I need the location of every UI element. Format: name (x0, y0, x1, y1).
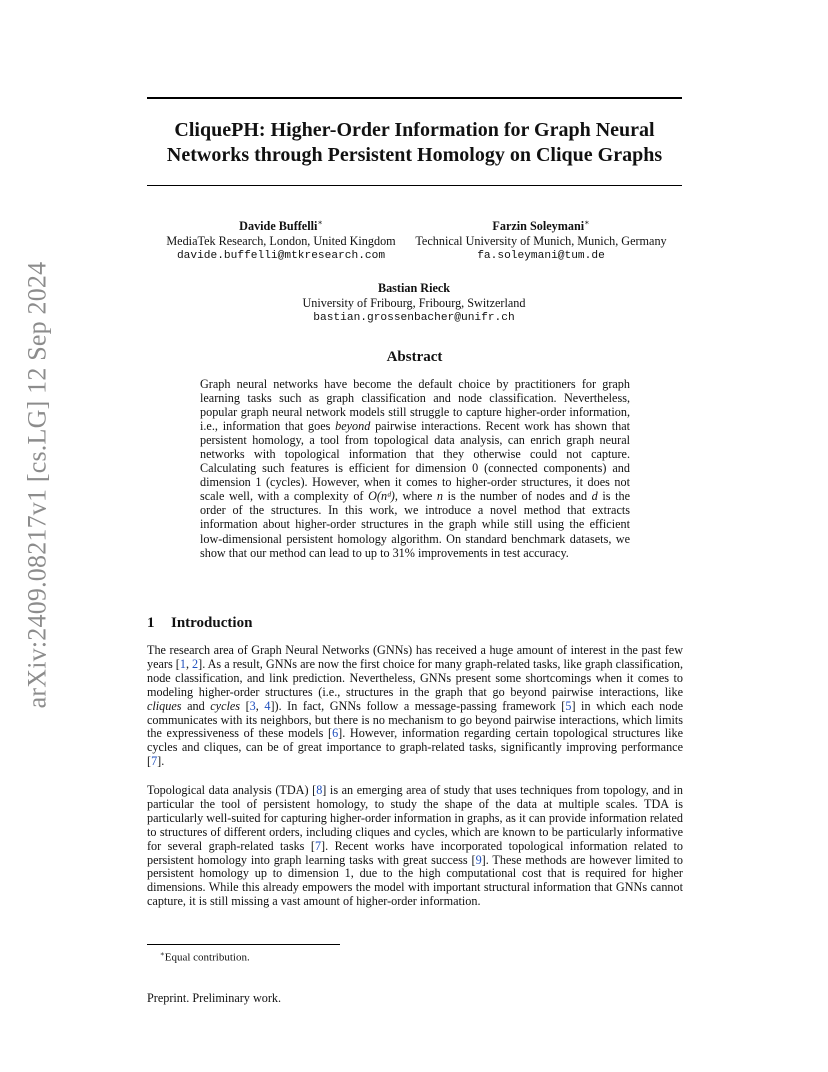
author-affiliation: MediaTek Research, London, United Kingdom (166, 234, 396, 249)
abstract-body: Graph neural networks have become the default choice by practitioners for graph learning tasks such as graph classification and node classification. Nevertheless, popular graph neural network models still struggle to capture higher-order information, i.e., information that goes beyond pairwise interactions. Recent work has shown that persistent homology, a tool from topological data analysis, can enrich graph neural networks with topological information that they otherwise could not capture. Calculating such features is efficient for dimension 0 (connected components) and dimension 1 (cycles). However, when it comes to higher-order structures, it does not scale well, with a complexity of O(nᵈ), where n is the number of nodes and d is the order of the structures. In this work, we introduce a novel method that extracts information about higher-order structures in the graph while still using the efficient low-dimensional persistent homology algorithm. On standard benchmark datasets, we show that our method can lead to up to 31% improvements in test accuracy. (200, 377, 631, 560)
title-rule-bottom (147, 185, 682, 186)
citation-link[interactable]: 4 (264, 698, 271, 713)
author-block-3 (283, 281, 545, 326)
footnote: ∗Equal contribution. (160, 950, 250, 964)
paper-title-line-2: Networks through Persistent Homology on Clique Graphs (166, 144, 663, 166)
arxiv-identifier-stamp (22, 261, 52, 709)
author-email: fa.soleymani@tum.de (477, 250, 605, 263)
author-name: Farzin Soleymani∗ (492, 218, 590, 234)
citation-link[interactable]: 5 (565, 698, 572, 713)
citation-link[interactable]: 3 (249, 698, 256, 713)
author-name: Davide Buffelli∗ (239, 218, 323, 234)
citation-link[interactable]: 2 (192, 656, 199, 671)
citation-link[interactable]: 6 (332, 726, 339, 741)
citation-link[interactable]: 1 (179, 656, 186, 671)
section-number: 1 (147, 615, 155, 631)
author-affiliation: Technical University of Munich, Munich, Germany (415, 234, 667, 249)
introduction-paragraph-1: The research area of Graph Neural Networks (GNNs) has received a huge amount of interest in the past few years [1, 2]. As a result, GNNs are now the first choice for many graph-related tasks, like graph classification, node classification, and link prediction. Nevertheless, GNNs present some shortcomings when it comes to modeling higher-order structures (i.e., structures in the graph that go beyond pairwise interactions, like cliques and cycles [3, 4]). In fact, GNNs follow a message-passing framework [5] in which each node communicates with its neighbors, but there is no mechanism to go beyond pairwise interactions, which limits the expressiveness of these models [6]. However, information regarding certain topological structures like cycles and cliques, can be of great importance to graph-related tasks, significantly improving performance [7]. (147, 643, 683, 769)
citation-link[interactable]: 7 (314, 838, 322, 853)
author-email: davide.buffelli@mtkresearch.com (176, 250, 386, 263)
citation-link[interactable]: 8 (316, 783, 323, 797)
paper-title (147, 118, 682, 168)
author-block-1 (150, 215, 412, 264)
author-affiliation: University of Fribourg, Fribourg, Switzerland (302, 296, 526, 310)
title-rule-top (147, 97, 682, 99)
section-heading-introduction (147, 615, 682, 632)
citation-link[interactable]: 9 (475, 852, 482, 867)
footnote-rule (147, 944, 340, 945)
author-name: Bastian Rieck (377, 281, 451, 295)
arxiv-identifier-text: arXiv:2409.08217v1 [cs.LG] 12 Sep 2024 (22, 261, 51, 709)
citation-link[interactable]: 7 (151, 754, 158, 769)
abstract-heading: Abstract (386, 349, 443, 365)
section-title: Introduction (171, 615, 253, 631)
preprint-note: Preprint. Preliminary work. (147, 991, 282, 1005)
author-email: bastian.grossenbacher@unifr.ch (313, 312, 515, 324)
introduction-paragraph-2: Topological data analysis (TDA) [8] is an emerging area of study that uses techniques from topology, and in particular the tool of persistent homology, to study the shape of the data at multiple scales. TDA is particularly well-suited for capturing higher-order information in graphs, as it can provide information related to structures of different orders, including cliques and cycles, which are known to be particularly informative for several graph-related tasks [7]. Recent works have incorporated topological information related to persistent homology into graph learning tasks with great success [9]. These methods are however limited to persistent homology up to dimension 1, due to the high computational cost that is required for higher dimensions. While this already empowers the model with important structural information that GNNs cannot capture, it is still missing a vast amount of higher-order information. (147, 783, 683, 909)
paper-title-line-1: CliquePH: Higher-Order Information for Graph Neural (174, 119, 655, 141)
author-block-2 (410, 215, 672, 264)
